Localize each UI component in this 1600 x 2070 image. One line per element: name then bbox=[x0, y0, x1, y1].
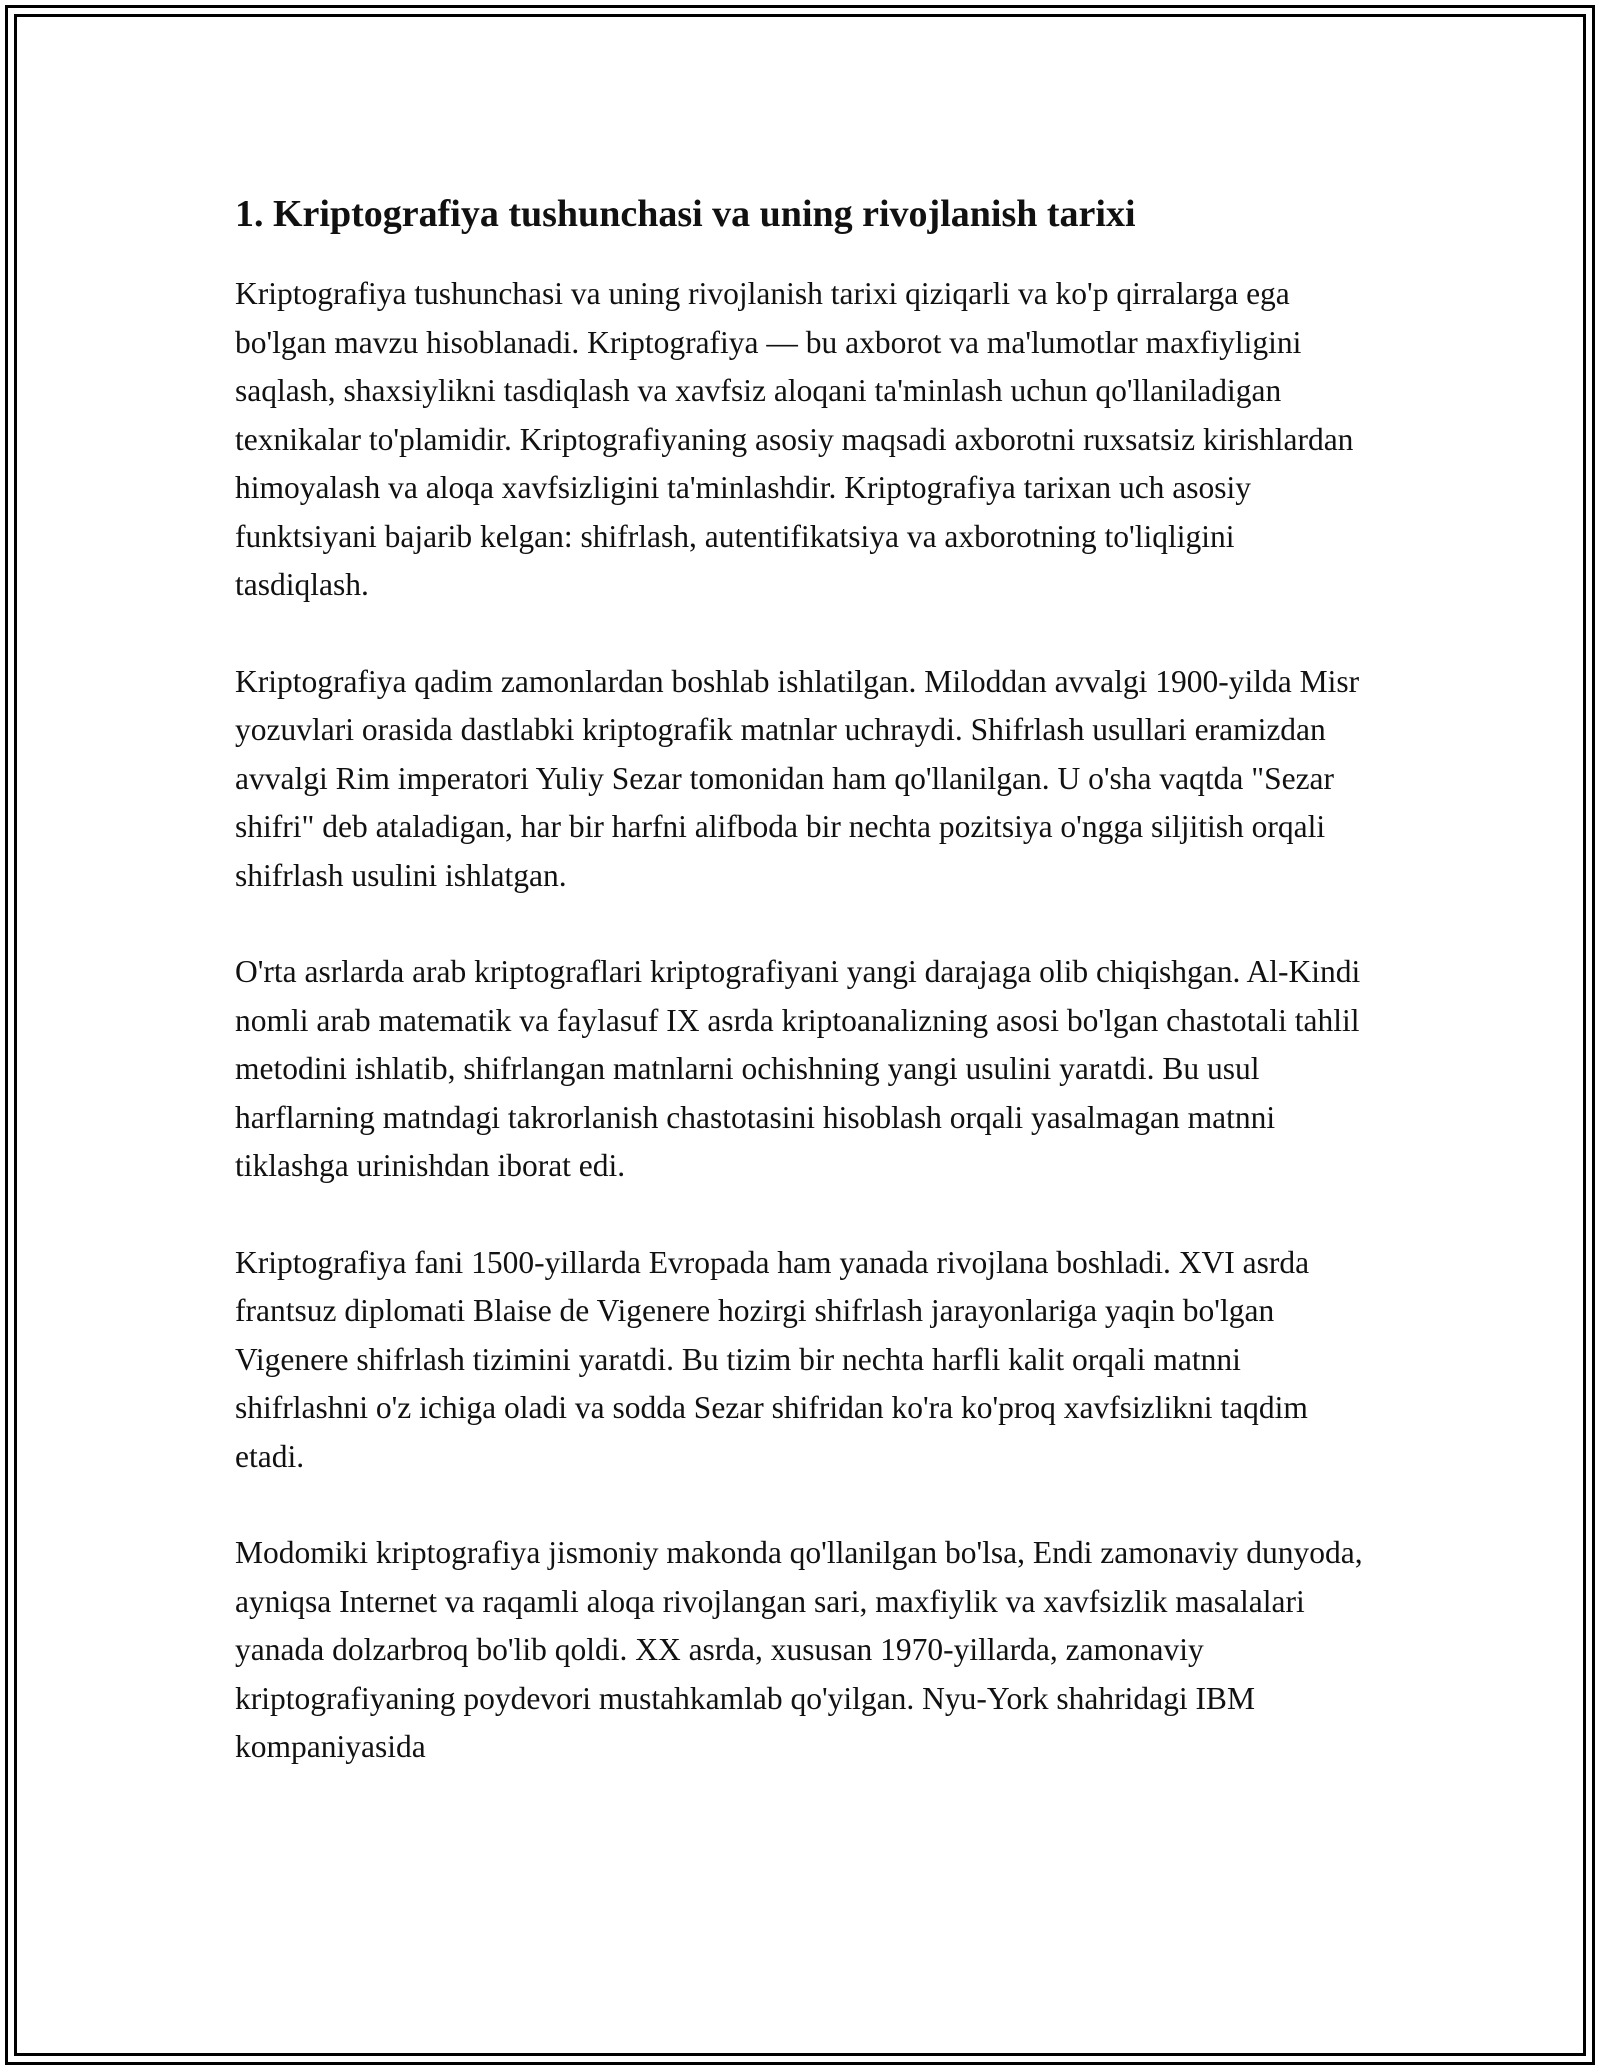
paragraph-definition: Kriptografiya tushunchasi va uning rivojlanish tarixi qiziqarli va ko'p qirralarga ega bo'lgan mavzu hisoblanadi. Kriptografiya — bu axborot va ma'lumotlar maxfiyligini saqlash, shaxsiylikni tasdiqlash va xavfsiz aloqani ta'minlash uchun qo'llaniladigan texnikalar to'plamidir. Kriptografiyaning asosiy maqsadi axborotni ruxsatsiz kirishlardan himoyalash va aloqa xavfsizligini ta'minlashdir. Kriptografiya tarixan uch asosiy funktsiyani bajarib kelgan: shifrlash, autentifikatsiya va axborotning to'liqligini tasdiqlash. bbox=[235, 276, 1354, 602]
section-heading: 1. Kriptografiya tushunchasi va uning rivojlanish tarixi bbox=[235, 193, 1136, 235]
paragraph-europe: Kriptografiya fani 1500-yillarda Evropada ham yanada rivojlana boshladi. XVI asrda frantsuz diplomati Blaise de Vigenere hozirgi shifrlash jarayonlariga yaqin bo'lgan Vigenere shifrlash tizimini yaratdi. Bu tizim bir nechta harfli kalit orqali matnni shifrlashni o'z ichiga oladi va sodda Sezar shifridan ko'ra ko'proq xavfsizlikni taqdim etadi. bbox=[235, 1244, 1310, 1474]
document-body bbox=[235, 184, 1375, 1772]
paragraph-middle-ages: O'rta asrlarda arab kriptograflari kriptografiyani yangi darajaga olib chiqishgan. Al-Kindi nomli arab matematik va faylasuf IX asrda kriptoanalizning asosi bo'lgan chastotali tahlil metodini ishlatib, shifrlangan matnlarni ochishning yangi usulini yaratdi. Bu usul harflarning matndagi takrorlanish chastotasini hisoblash orqali yasalmagan matnni tiklashga urinishdan iborat edi. bbox=[235, 954, 1361, 1183]
paragraph-modern: Modomiki kriptografiya jismoniy makonda qo'llanilgan bo'lsa, Endi zamonaviy dunyoda, ayniqsa Internet va raqamli aloqa rivojlangan sari, maxfiylik va xavfsizlik masalalari yanada dolzarbroq bo'lib qoldi. XX asrda, xususan 1970-yillarda, zamonaviy kriptografiyaning poydevori mustahkamlab qo'yilgan. Nyu-York shahridagi IBM kompaniyasida bbox=[235, 1535, 1363, 1764]
paragraph-ancient-history: Kriptografiya qadim zamonlardan boshlab ishlatilgan. Miloddan avvalgi 1900-yilda Misr yozuvlari orasida dastlabki kriptografik matnlar uchraydi. Shifrlash usullari eramizdan avvalgi Rim imperatori Yuliy Sezar tomonidan ham qo'llanilgan. U o'sha vaqtda "Sezar shifri" deb ataladigan, har bir harfni alifboda bir nechta pozitsiya o'ngga siljitish orqali shifrlash usulini ishlatgan. bbox=[235, 663, 1360, 893]
